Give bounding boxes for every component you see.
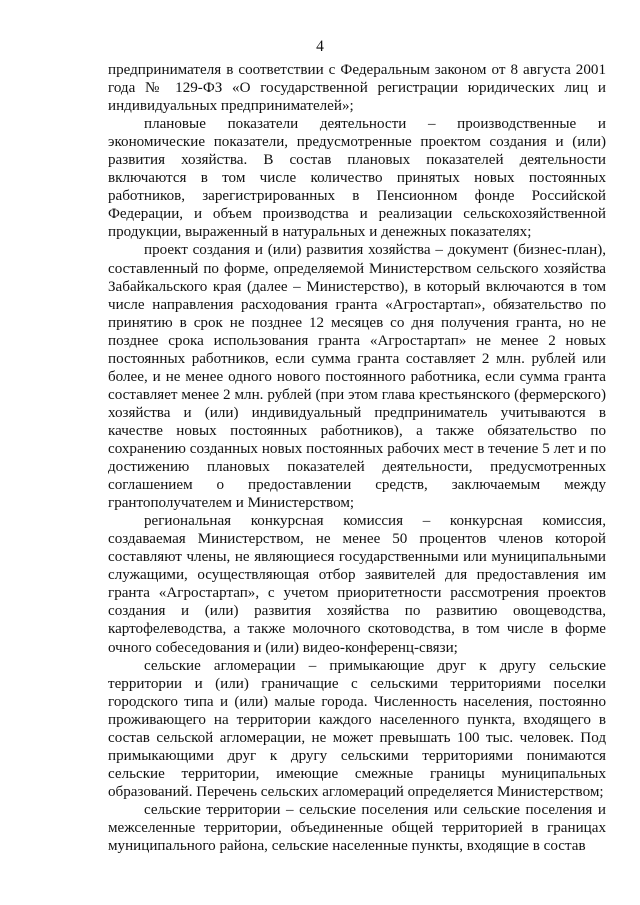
paragraph-competition-commission: региональная конкурсная комиссия – конкурсная комиссия, создаваемая Министерством, не менее 50 процентов членов которой составляют члены, не являющиеся государственными или муниципальными служащими, осуществляющая отбор заявителей для предоставления им гранта «Агростартап», с учетом приоритетности рассмотрения проектов создания и (или) развития хозяйства по развитию овощеводства, картофелеводства, а также молочного скотоводства, в том числе в форме очного собеседования и (или) видео-конференц-связи; <box>108 513 606 656</box>
document-body <box>108 61 606 855</box>
paragraph-continuation: предпринимателя в соответствии с Федеральным законом от 8 августа 2001 года № 129-ФЗ «О государственной регистрации юридических лиц и индивидуальных предпринимателей»; <box>108 62 606 115</box>
page-number: 4 <box>316 38 324 55</box>
paragraph-business-plan: проект создания и (или) развития хозяйства – документ (бизнес-план), составленный по форме, определяемой Министерством сельского хозяйства Забайкальского края (далее – Министерство), в который включаются в том числе направления расходования гранта «Агростартап», обязательство по принятию в срок не позднее 12 месяцев со дня получения гранта, но не позднее срока использования гранта «Агростартап» не менее 2 новых постоянных работников, если сумма гранта составляет 2 млн. рублей или более, и не менее одного нового постоянного работника, если сумма гранта составляет менее 2 млн. рублей (при этом глава крестьянского (фермерского) хозяйства и (или) индивидуальный предприниматель учитываются в качестве новых постоянных работников), а также обязательство по сохранению созданных новых постоянных рабочих мест в течение 5 лет и по достижению плановых показателей деятельности, предусмотренных соглашением о предоставлении средств, заключаемым между грантополучателем и Министерством; <box>108 242 606 512</box>
paragraph-planned-indicators: плановые показатели деятельности – производственные и экономические показатели, предусмотренные проектом создания и (или) развития хозяйства. В состав плановых показателей деятельности включаются в том числе количество принятых новых постоянных работников, зарегистрированных в Пенсионном фонде Российской Федерации, и объем производства и реализации сельскохозяйственной продукции, выраженный в натуральных и денежных показателях; <box>108 116 606 241</box>
paragraph-rural-agglomerations: сельские агломерации – примыкающие друг к другу сельские территории и (или) граничащие с сельскими территориями поселки городского типа и (или) малые города. Численность населения, постоянно проживающего на территории каждого населенного пункта, входящего в состав сельской агломерации, не может превышать 100 тыс. человек. Под примыкающими друг к другу сельскими территориями понимаются сельские территории, имеющие смежные границы муниципальных образований. Перечень сельских агломераций определяется Министерством; <box>108 657 606 800</box>
paragraph-rural-territories: сельские территории – сельские поселения или сельские поселения и межселенные территории, объединенные общей территорией в границах муниципального района, сельские населенные пункты, входящие в состав <box>108 801 606 855</box>
